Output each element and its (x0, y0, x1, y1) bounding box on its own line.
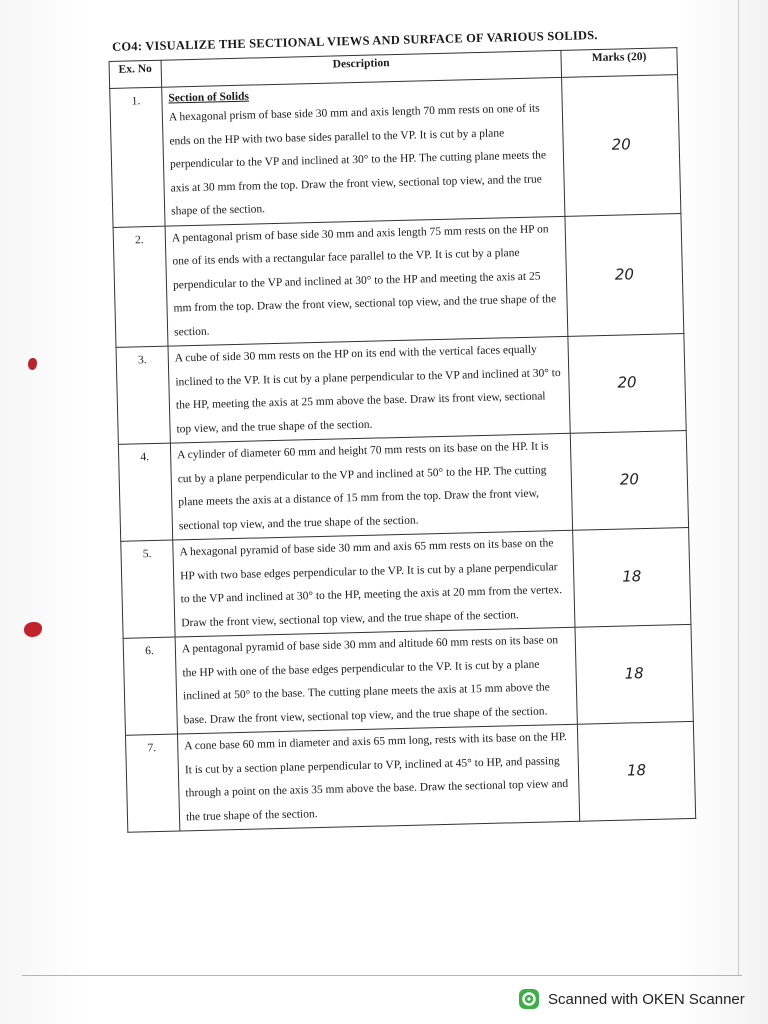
exercise-number: 5. (121, 540, 175, 638)
handwritten-mark: 20 (570, 430, 688, 530)
exercise-number: 7. (125, 734, 179, 832)
exercise-number: 3. (116, 346, 170, 444)
exercise-number: 2. (113, 226, 168, 348)
table-row (116, 334, 686, 445)
scanner-watermark (518, 988, 745, 1010)
exercise-description: A cylinder of diameter 60 mm and height 70 mm rests on its base on the HP. It is cut by a plane perpendicular to the VP and inclined at 50° to the HP. The cutting plane meets the axis at a distance of 15 mm from the top. Draw the front view, sectional top view, and the true shape of the section. (170, 433, 572, 540)
column-header-description: Description (161, 50, 562, 87)
table-row (113, 213, 684, 347)
exercise-text: A hexagonal prism of base side 30 mm and axis length 70 mm rests on one of its ends on the HP with two base sides parallel to the VP. It is cut by a plane perpendicular to the VP and inclined at 30° to the HP. The cutting plane meets the axis at 30 mm from the top. Draw the front view, sectional top view, and the true shape of the section. (168, 102, 547, 218)
exercise-description (162, 77, 565, 225)
handwritten-mark: 18 (573, 527, 691, 627)
exercise-sheet (108, 26, 695, 833)
exercise-description: A cube of side 30 mm rests on the HP on its end with the vertical faces equally inclined to the VP. It is cut by a plane perpendicular to the VP and inclined at 30° to the HP, meeting the axis at 25 mm above the base. Draw its front view, sectional top view, and the true shape of the section. (168, 336, 570, 443)
table-row (110, 75, 681, 227)
exercise-description: A hexagonal pyramid of base side 30 mm and axis 65 mm rests on its base on the HP with two base edges perpendicular to the VP. It is cut by a plane perpendicular to the VP and inclined at 30° to the HP, meeting the axis at 20 mm from the vertex. Draw the front view, sectional top view, and the true shape of the section. (173, 530, 575, 637)
column-header-ex-no: Ex. No (109, 60, 162, 88)
binder-mark-upper (28, 358, 37, 370)
binder-mark-lower (24, 622, 42, 637)
exercise-description: A pentagonal pyramid of base side 30 mm and altitude 60 mm rests on its base on the HP with one of the base edges perpendicular to the VP. It is cut by a plane inclined at 50° to the base. The cutting plane meets the axis at 15 mm above the base. Draw the front view, sectional top view, and the true shape of the section. (175, 627, 577, 734)
column-header-marks: Marks (20) (561, 48, 678, 78)
page-edge-divider (738, 0, 739, 975)
table-row (125, 721, 695, 832)
scanner-label: Scanned with OKEN Scanner (548, 990, 745, 1008)
footer-divider (22, 975, 742, 976)
exercise-number: 1. (110, 87, 165, 227)
table-row (123, 624, 693, 735)
handwritten-mark: 20 (562, 75, 681, 216)
exercise-number: 4. (118, 443, 172, 541)
table-row (121, 527, 691, 638)
section-heading: Section of Solids (168, 90, 250, 105)
exercise-table (109, 47, 697, 833)
exercise-description: A pentagonal prism of base side 30 mm and axis length 75 mm rests on the HP on one of its ends with a rectangular face parallel to the VP. It is cut by a plane perpendicular to the VP and inclined at 30° to the HP and meeting the axis at 25 mm from the top. Draw the front view, sectional top view, and the true shape of the section. (165, 216, 568, 346)
oken-scanner-logo-icon (518, 988, 540, 1010)
exercise-number: 6. (123, 637, 177, 735)
handwritten-mark: 20 (568, 334, 686, 434)
table-row (118, 430, 688, 541)
sheet-title: CO4: VISUALIZE THE SECTIONAL VIEWS AND SURFACE OF VARIOUS SOLIDS. (111, 28, 598, 54)
handwritten-mark: 18 (575, 624, 693, 724)
exercise-description: A cone base 60 mm in diameter and axis 65 mm long, rests with its base on the HP. It is cut by a section plane perpendicular to VP, inclined at 45° to HP, and passing through a point on the axis 35 mm above the base. Draw the sectional top view and the true shape of the section. (177, 724, 579, 831)
handwritten-mark: 18 (577, 721, 695, 821)
handwritten-mark: 20 (565, 213, 684, 336)
